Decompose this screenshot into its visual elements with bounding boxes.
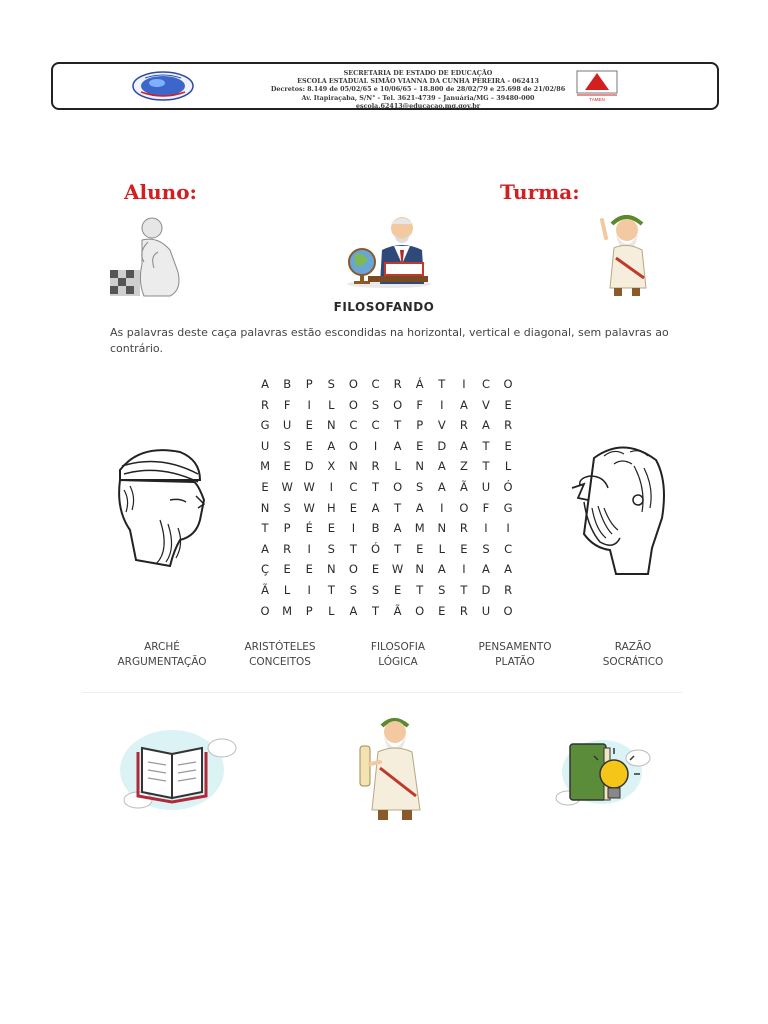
grid-cell[interactable]: C: [371, 418, 380, 433]
word-item: ARGUMENTAÇÃO: [117, 655, 207, 668]
grid-cell[interactable]: O: [348, 377, 358, 391]
grid-cell[interactable]: P: [283, 521, 291, 536]
grid-cell[interactable]: I: [462, 377, 466, 391]
grid-cell[interactable]: I: [373, 438, 378, 453]
class-label: Turma:: [500, 180, 580, 204]
grid-cell[interactable]: I: [307, 397, 311, 412]
grid-cell[interactable]: B: [283, 377, 292, 391]
grid-cell[interactable]: U: [481, 603, 491, 618]
grid-cell[interactable]: S: [416, 479, 424, 494]
header-line: SECRETARIA DE ESTADO DE EDUCAÇÃO: [343, 69, 493, 77]
grid-cell[interactable]: A: [459, 397, 468, 412]
grid-cell[interactable]: S: [283, 500, 291, 515]
grid-cell[interactable]: A: [393, 438, 402, 453]
grid-cell[interactable]: T: [460, 582, 468, 597]
grid-cell[interactable]: G: [503, 500, 513, 515]
grid-cell[interactable]: L: [328, 397, 335, 412]
grid-cell[interactable]: E: [460, 541, 468, 556]
grid-cell[interactable]: N: [349, 459, 358, 474]
grid-row: [254, 477, 519, 498]
grid-cell[interactable]: T: [394, 418, 402, 433]
thinker-statue-image: [108, 212, 188, 302]
grid-cell[interactable]: O: [393, 479, 403, 494]
grid-cell[interactable]: U: [481, 479, 491, 494]
worksheet-title: FILOSOFANDO: [333, 300, 435, 314]
grid-cell[interactable]: E: [349, 500, 358, 515]
grid-row: [254, 559, 519, 580]
grid-cell[interactable]: S: [371, 397, 380, 412]
grid-row: [254, 518, 519, 539]
word-search-grid: [254, 374, 519, 621]
grid-cell[interactable]: M: [282, 603, 293, 618]
grid-cell[interactable]: N: [415, 562, 424, 577]
header-line: Av. Itapiraçaba, S/N° - Tel. 3621-4739 – Januária/MG – 39480-000: [301, 93, 535, 102]
grid-cell[interactable]: E: [261, 479, 269, 494]
grid-cell[interactable]: E: [283, 562, 291, 577]
grid-cell[interactable]: L: [438, 541, 445, 556]
grid-row: [254, 580, 519, 601]
word-list-column: [450, 640, 580, 669]
grid-cell[interactable]: W: [303, 500, 315, 515]
grid-cell[interactable]: O: [260, 603, 270, 618]
word-list-column: [333, 640, 463, 669]
grid-cell[interactable]: E: [416, 541, 424, 556]
grid-cell[interactable]: E: [504, 438, 512, 453]
grid-cell[interactable]: I: [307, 541, 311, 556]
grid-cell[interactable]: D: [304, 459, 314, 474]
grid-cell[interactable]: F: [416, 397, 424, 412]
philosopher-with-scroll-image: [352, 712, 436, 828]
grid-cell[interactable]: O: [415, 603, 425, 618]
grid-cell[interactable]: S: [482, 541, 490, 556]
grid-cell[interactable]: R: [459, 521, 468, 536]
grid-cell[interactable]: Ó: [503, 479, 513, 494]
philosopher-bust-left-image: [100, 440, 210, 576]
grid-cell[interactable]: T: [416, 582, 424, 597]
grid-cell[interactable]: A: [437, 479, 446, 494]
grid-cell[interactable]: T: [327, 582, 335, 597]
section-divider: [82, 692, 682, 693]
grid-cell[interactable]: I: [462, 562, 466, 577]
word-item: ARISTÓTELES: [244, 641, 316, 653]
grid-cell[interactable]: E: [504, 397, 512, 412]
grid-cell[interactable]: A: [261, 377, 269, 391]
teacher-image: [344, 210, 434, 292]
grid-cell[interactable]: G: [260, 418, 270, 433]
grid-cell[interactable]: E: [393, 582, 402, 597]
grid-cell[interactable]: L: [504, 459, 512, 474]
grid-cell[interactable]: M: [414, 521, 425, 536]
grid-cell[interactable]: N: [327, 562, 336, 577]
grid-cell[interactable]: R: [459, 603, 468, 618]
grid-cell[interactable]: P: [305, 377, 313, 391]
grid-cell[interactable]: Ã: [459, 479, 468, 494]
grid-cell[interactable]: R: [261, 397, 270, 412]
grid-cell[interactable]: R: [371, 459, 380, 474]
header-text: [213, 69, 623, 110]
grid-cell[interactable]: V: [437, 418, 446, 433]
grid-cell[interactable]: E: [283, 459, 291, 474]
state-flag-logo: [575, 68, 621, 106]
grid-cell[interactable]: Ç: [261, 562, 270, 577]
grid-cell[interactable]: O: [503, 377, 513, 391]
flag-caption: TAMEN: [589, 97, 605, 102]
grid-cell[interactable]: T: [394, 500, 402, 515]
grid-cell[interactable]: W: [303, 479, 315, 494]
cartoon-philosopher-image: [596, 208, 660, 304]
grid-cell[interactable]: O: [348, 438, 358, 453]
school-header: [51, 62, 719, 110]
header-line: escola.62413@educacao.mg.gov.br: [355, 101, 481, 110]
grid-cell[interactable]: I: [506, 521, 510, 536]
word-item: ARCHÉ: [144, 641, 180, 653]
grid-cell[interactable]: W: [391, 562, 404, 577]
grid-cell[interactable]: L: [283, 582, 291, 597]
grid-cell[interactable]: I: [440, 500, 444, 515]
grid-cell[interactable]: A: [482, 562, 490, 577]
grid-cell[interactable]: R: [393, 377, 402, 391]
grid-row: [254, 436, 519, 457]
word-item: FILOSOFIA: [370, 641, 426, 653]
grid-cell[interactable]: E: [305, 438, 313, 453]
grid-cell[interactable]: H: [327, 500, 336, 515]
grid-cell[interactable]: D: [481, 582, 491, 597]
grid-cell[interactable]: O: [348, 562, 358, 577]
grid-cell[interactable]: V: [482, 397, 490, 412]
grid-cell[interactable]: A: [482, 418, 490, 433]
header-line: ESCOLA ESTADUAL SIMÃO VIANNA DA CUNHA PEREIRA - 062413: [297, 77, 539, 86]
grid-cell[interactable]: S: [438, 582, 446, 597]
word-list-column: [215, 640, 345, 669]
grid-cell[interactable]: T: [261, 521, 269, 536]
grid-cell[interactable]: N: [437, 521, 447, 536]
book-lightbulb-image: [554, 728, 652, 814]
grid-cell[interactable]: D: [437, 438, 447, 453]
philosopher-bust-right-image: [564, 438, 668, 580]
grid-cell[interactable]: S: [349, 582, 358, 597]
grid-cell[interactable]: O: [393, 397, 403, 412]
grid-cell[interactable]: C: [371, 377, 380, 391]
word-item: SOCRÁTICO: [602, 655, 664, 668]
grid-cell[interactable]: N: [327, 418, 336, 433]
grid-cell[interactable]: A: [371, 500, 380, 515]
grid-cell[interactable]: S: [283, 438, 291, 453]
word-item: LÓGICA: [378, 655, 418, 668]
grid-cell[interactable]: C: [349, 418, 358, 433]
grid-cell[interactable]: R: [283, 541, 292, 556]
grid-cell[interactable]: B: [371, 521, 380, 536]
word-item: CONCEITOS: [249, 655, 311, 668]
grid-cell[interactable]: E: [416, 438, 424, 453]
grid-cell[interactable]: T: [482, 438, 490, 453]
grid-cell[interactable]: E: [371, 562, 380, 577]
grid-cell[interactable]: T: [372, 603, 380, 618]
grid-cell[interactable]: E: [327, 521, 335, 536]
grid-cell[interactable]: T: [482, 459, 490, 474]
word-item: PLATÃO: [495, 655, 535, 668]
grid-row: [254, 374, 519, 395]
grid-cell[interactable]: F: [283, 397, 291, 412]
grid-cell[interactable]: I: [484, 521, 488, 536]
grid-cell[interactable]: I: [440, 397, 444, 412]
grid-cell[interactable]: T: [394, 541, 402, 556]
grid-cell[interactable]: U: [260, 438, 270, 453]
word-list-column: [568, 640, 698, 669]
grid-cell[interactable]: Z: [459, 459, 468, 474]
grid-cell[interactable]: É: [305, 521, 313, 536]
grid-cell[interactable]: U: [282, 418, 292, 433]
grid-cell[interactable]: P: [305, 603, 313, 618]
grid-cell[interactable]: Á: [415, 377, 424, 391]
grid-cell[interactable]: F: [482, 500, 490, 515]
header-line: Decretos: 8.149 de 05/02/65 e 10/06/65 – 18.800 de 28/02/79 e 25.698 de 21/02/86: [270, 85, 566, 94]
instructions-text: As palavras deste caça palavras estão escondidas na horizontal, vertical e diagonal, sem palavras ao contrário.: [110, 326, 669, 355]
grid-cell[interactable]: O: [503, 603, 513, 618]
grid-row: [254, 539, 519, 560]
grid-cell[interactable]: R: [459, 418, 468, 433]
grid-cell[interactable]: S: [371, 582, 380, 597]
grid-cell[interactable]: I: [307, 582, 311, 597]
grid-cell[interactable]: A: [349, 603, 358, 618]
grid-cell[interactable]: A: [437, 459, 446, 474]
open-book-image: [114, 714, 240, 818]
grid-row: [254, 395, 519, 416]
grid-cell[interactable]: L: [328, 603, 335, 618]
grid-cell[interactable]: R: [504, 582, 513, 597]
grid-cell[interactable]: A: [459, 438, 468, 453]
grid-cell[interactable]: A: [415, 500, 424, 515]
grid-cell[interactable]: E: [305, 418, 313, 433]
grid-row: [254, 415, 519, 436]
word-list-column: [97, 640, 227, 669]
grid-cell[interactable]: M: [260, 459, 271, 474]
grid-row: [254, 601, 519, 622]
grid-cell[interactable]: C: [349, 479, 358, 494]
grid-cell[interactable]: O: [459, 500, 469, 515]
grid-cell[interactable]: L: [394, 459, 401, 474]
grid-cell[interactable]: S: [327, 541, 335, 556]
grid-row: [254, 498, 519, 519]
word-item: RAZÃO: [614, 641, 652, 653]
student-label: Aluno:: [124, 180, 197, 204]
grid-cell[interactable]: N: [415, 459, 424, 474]
grid-cell[interactable]: A: [261, 541, 269, 556]
grid-cell[interactable]: W: [281, 479, 293, 494]
grid-cell[interactable]: A: [393, 521, 402, 536]
grid-cell[interactable]: O: [348, 397, 358, 412]
grid-cell[interactable]: A: [437, 562, 446, 577]
grid-cell[interactable]: C: [504, 541, 513, 556]
grid-cell[interactable]: I: [351, 521, 356, 536]
grid-cell[interactable]: T: [349, 541, 357, 556]
grid-cell[interactable]: X: [327, 459, 336, 474]
grid-cell[interactable]: R: [504, 418, 513, 433]
grid-cell[interactable]: A: [327, 438, 336, 453]
grid-cell[interactable]: T: [372, 479, 380, 494]
grid-cell[interactable]: N: [260, 500, 270, 515]
grid-cell[interactable]: Ã: [261, 582, 269, 597]
grid-cell[interactable]: Ó: [370, 541, 381, 556]
grid-cell[interactable]: E: [438, 603, 446, 618]
grid-cell[interactable]: I: [329, 479, 334, 494]
grid-cell[interactable]: A: [504, 562, 513, 577]
school-logo: [131, 70, 195, 106]
grid-cell[interactable]: C: [481, 377, 490, 391]
grid-cell[interactable]: T: [438, 377, 446, 391]
grid-row: [254, 456, 519, 477]
grid-cell[interactable]: S: [327, 377, 335, 391]
grid-cell[interactable]: Ã: [393, 603, 402, 618]
grid-cell[interactable]: P: [416, 418, 424, 433]
word-item: PENSAMENTO: [478, 641, 552, 653]
grid-cell[interactable]: E: [305, 562, 313, 577]
